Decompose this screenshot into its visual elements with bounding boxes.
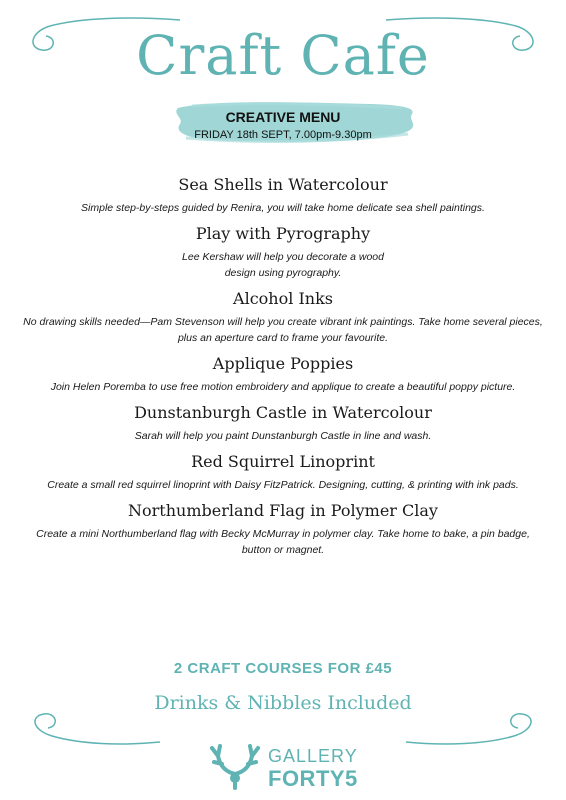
page-title: Craft Cafe bbox=[136, 24, 430, 87]
course-description: No drawing skills needed—Pam Stevenson will help you create vibrant ink paintings. Take home several pieces, plus an aperture card to frame your favourite. bbox=[23, 316, 543, 344]
logo-text-gallery: GALLERY bbox=[268, 746, 358, 766]
course-item bbox=[0, 224, 566, 281]
course-description: Simple step-by-steps guided by Renira, you will take home delicate sea shell paintings. bbox=[81, 202, 485, 214]
course-title: Red Squirrel Linoprint bbox=[191, 452, 375, 471]
course-description: Sarah will help you paint Dunstanburgh Castle in line and wash. bbox=[134, 430, 432, 442]
event-date: FRIDAY 18th SEPT, 7.00pm-9.30pm bbox=[194, 129, 372, 141]
course-title: Alcohol Inks bbox=[233, 289, 333, 308]
course-description: Join Helen Poremba to use free motion embroidery and applique to create a beautiful poppy picture. bbox=[50, 381, 516, 393]
course-title: Northumberland Flag in Polymer Clay bbox=[128, 501, 438, 520]
course-title: Dunstanburgh Castle in Watercolour bbox=[134, 403, 432, 422]
antlers-icon bbox=[206, 744, 264, 790]
course-title: Play with Pyrography bbox=[195, 224, 371, 243]
course-item bbox=[0, 354, 566, 395]
course-description: Create a mini Northumberland flag with Becky McMurray in polymer clay. Take home to bake, a pin badge, button or magnet. bbox=[36, 528, 530, 556]
course-item bbox=[0, 452, 566, 493]
course-item bbox=[0, 289, 566, 346]
course-item bbox=[0, 175, 566, 216]
course-list bbox=[0, 175, 566, 566]
course-description: Lee Kershaw will help you decorate a wood design using pyrography. bbox=[182, 251, 384, 279]
bottom-left-swirl-icon bbox=[10, 706, 170, 756]
bottom-right-swirl-icon bbox=[396, 706, 556, 756]
course-item bbox=[0, 501, 566, 558]
price-offer: 2 CRAFT COURSES FOR £45 bbox=[173, 660, 393, 677]
course-title: Sea Shells in Watercolour bbox=[178, 175, 388, 194]
course-item bbox=[0, 403, 566, 444]
menu-label: CREATIVE MENU bbox=[225, 109, 341, 125]
drinks-note: Drinks & Nibbles Included bbox=[154, 692, 412, 714]
course-description: Create a small red squirrel linoprint with Daisy FitzPatrick. Designing, cutting, & printing with ink pads. bbox=[47, 479, 519, 491]
course-title: Applique Poppies bbox=[212, 354, 354, 373]
logo-text-forty5: FORTY5 bbox=[268, 766, 358, 791]
